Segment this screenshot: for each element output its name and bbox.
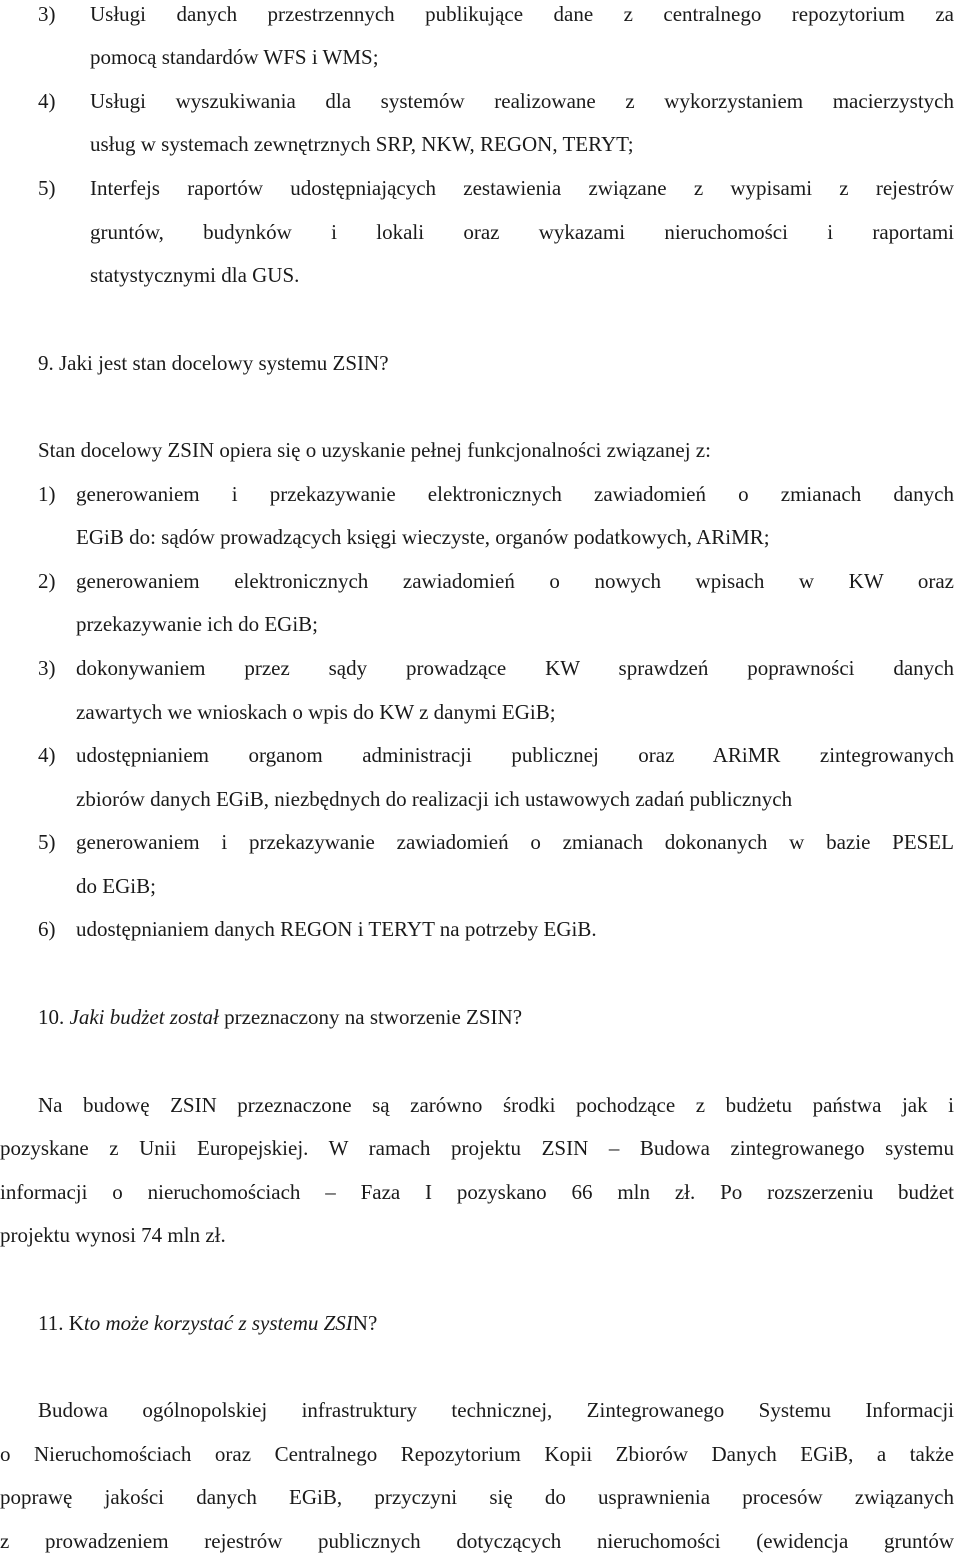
list-text: dokonywaniem przez sądy prowadzące KW sprawdzeń poprawności danych	[76, 656, 954, 680]
list-number: 5)	[38, 830, 56, 854]
paragraph-line: poprawę jakości danych EGiB, przyczyni się do usprawnienia procesów związanych	[0, 1485, 954, 1509]
list-text: udostępnianiem organom administracji publicznej oraz ARiMR zintegrowanych	[76, 743, 954, 767]
list-text: usług w systemach zewnętrznych SRP, NKW, REGON, TERYT;	[90, 132, 634, 156]
list-number: 3)	[38, 656, 56, 680]
list-number: 1)	[38, 482, 56, 506]
question-text: przeznaczony na stworzenie ZSIN?	[218, 1005, 523, 1029]
paragraph-line: z prowadzeniem rejestrów publicznych dotyczących nieruchomości (ewidencja gruntów	[0, 1529, 954, 1553]
list-text: pomocą standardów WFS i WMS;	[90, 45, 379, 69]
list-text: Usługi danych przestrzennych publikujące dane z centralnego repozytorium za	[90, 2, 954, 26]
list-text: generowaniem i przekazywanie elektronicznych zawiadomień o zmianach danych	[76, 482, 954, 506]
paragraph-line: projektu wynosi 74 mln zł.	[0, 1223, 226, 1247]
list-text: do EGiB;	[76, 874, 156, 898]
list-text: przekazywanie ich do EGiB;	[76, 612, 318, 636]
list-text: statystycznymi dla GUS.	[90, 263, 300, 287]
list-text: generowaniem i przekazywanie zawiadomień o zmianach dokonanych w bazie PESEL	[76, 830, 954, 854]
question-text: K	[63, 1311, 84, 1335]
list-text: gruntów, budynków i lokali oraz wykazami nieruchomości i raportami	[90, 220, 954, 244]
question-text-italic: to może korzystać z systemu ZSI	[83, 1311, 353, 1335]
paragraph-line: o Nieruchomościach oraz Centralnego Repozytorium Kopii Zbiorów Danych EGiB, a także	[0, 1442, 954, 1466]
question-heading	[38, 1309, 377, 1337]
list-text: EGiB do: sądów prowadzących księgi wieczyste, organów podatkowych, ARiMR;	[76, 525, 770, 549]
paragraph-line: pozyskane z Unii Europejskiej. W ramach projektu ZSIN – Budowa zintegrowanego systemu	[0, 1136, 954, 1160]
question-number: 11.	[38, 1311, 64, 1335]
question-text: N?	[352, 1311, 378, 1335]
question-heading: 9. Jaki jest stan docelowy systemu ZSIN?	[38, 351, 389, 375]
list-number: 4)	[38, 743, 56, 767]
list-text: generowaniem elektronicznych zawiadomień o nowych wpisach w KW oraz	[76, 569, 954, 593]
list-number: 4)	[38, 89, 56, 113]
list-number: 3)	[38, 2, 56, 26]
paragraph: Stan docelowy ZSIN opiera się o uzyskanie pełnej funkcjonalności związanej z:	[38, 438, 711, 462]
list-text: Interfejs raportów udostępniających zestawienia związane z wypisami z rejestrów	[90, 176, 954, 200]
list-number: 2)	[38, 569, 56, 593]
list-text: zbiorów danych EGiB, niezbędnych do realizacji ich ustawowych zadań publicznych	[76, 787, 793, 811]
paragraph-line: Budowa ogólnopolskiej infrastruktury technicznej, Zintegrowanego Systemu Informacji	[38, 1398, 954, 1422]
paragraph-line: informacji o nieruchomościach – Faza I pozyskano 66 mln zł. Po rozszerzeniu budżet	[0, 1180, 954, 1204]
list-text: Usługi wyszukiwania dla systemów realizowane z wykorzystaniem macierzystych	[90, 89, 954, 113]
question-text-italic: Jaki budżet został	[69, 1005, 219, 1029]
list-number: 6)	[38, 917, 56, 941]
list-text: udostępnianiem danych REGON i TERYT na potrzeby EGiB.	[76, 917, 597, 941]
question-number: 10.	[38, 1005, 65, 1029]
question-heading	[38, 1003, 522, 1031]
paragraph-line: Na budowę ZSIN przeznaczone są zarówno środki pochodzące z budżetu państwa jak i	[38, 1093, 954, 1117]
list-text: zawartych we wnioskach o wpis do KW z danymi EGiB;	[76, 700, 556, 724]
list-number: 5)	[38, 176, 56, 200]
